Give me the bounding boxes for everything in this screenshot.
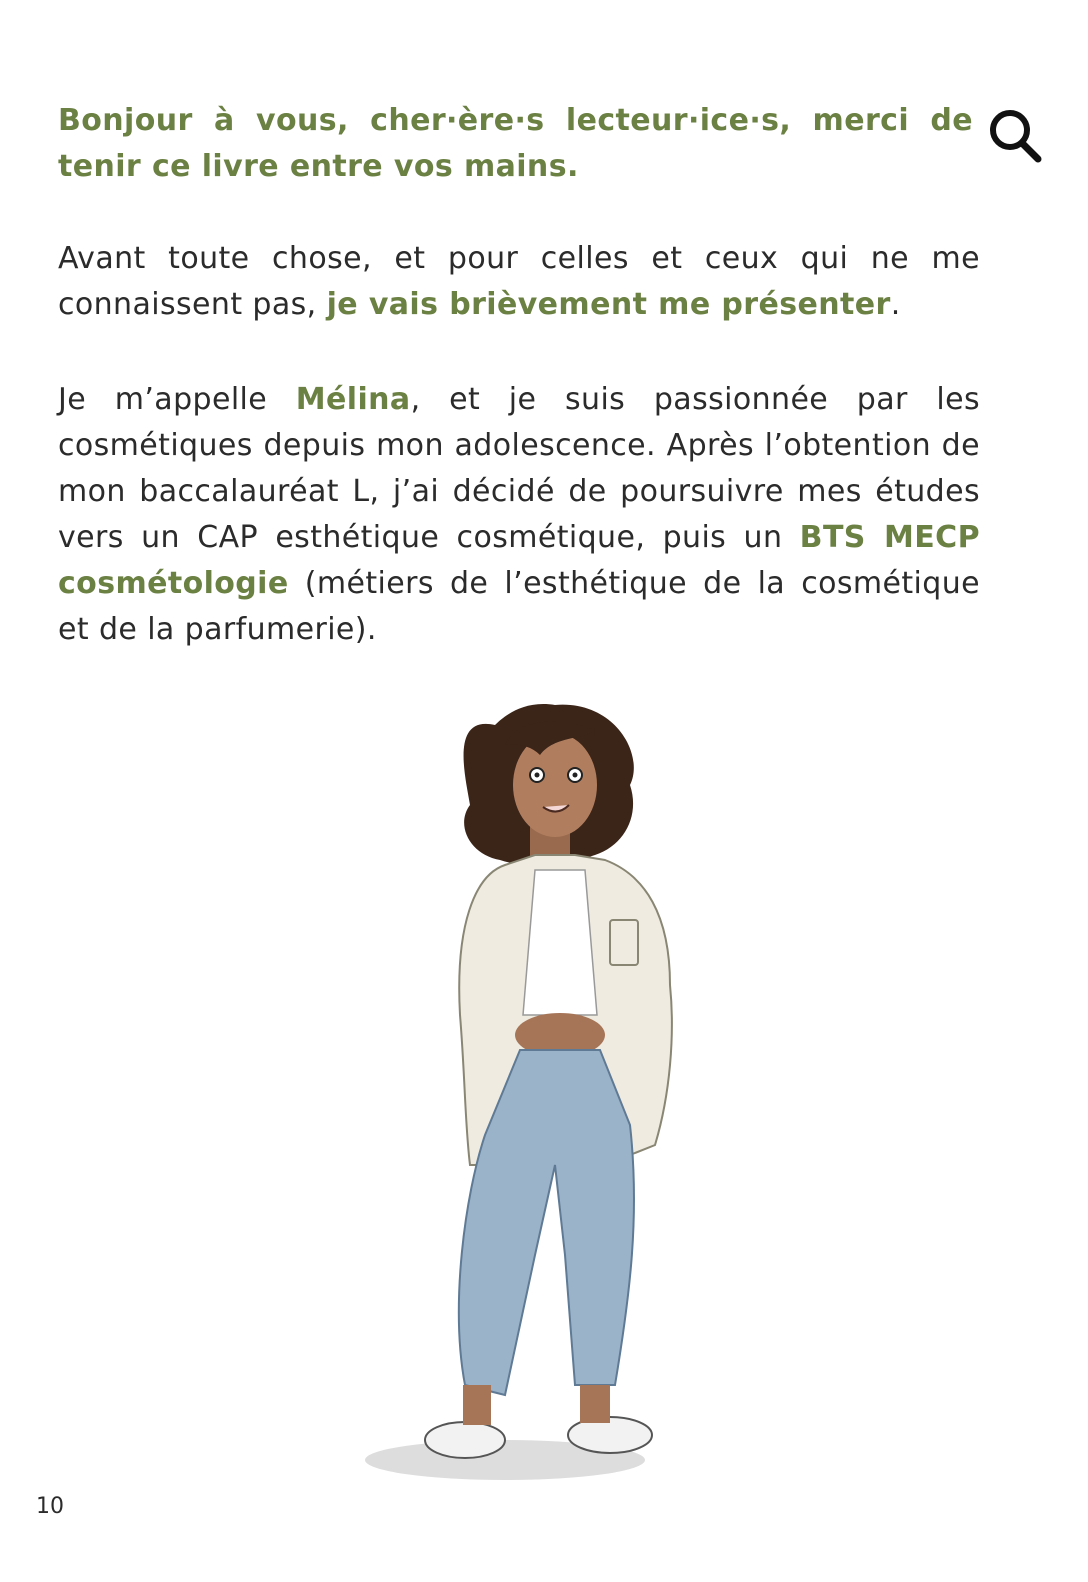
bio-paragraph — [58, 377, 980, 653]
author-illustration — [355, 695, 735, 1495]
para1-highlight: je vais brièvement me présenter — [326, 287, 891, 322]
search-button[interactable] — [982, 102, 1048, 168]
para2-text-end: (métiers de l’esthétique de la cosmétique et de la parfumerie). — [58, 566, 980, 647]
intro-paragraph — [58, 98, 973, 190]
degree-highlight: BTS MECP cosmétologie — [58, 520, 980, 601]
para2-text-start: Je m’appelle — [58, 382, 296, 417]
para1-end: . — [890, 287, 901, 322]
author-name: Mélina — [295, 382, 411, 417]
presentation-paragraph — [58, 236, 980, 328]
face — [513, 733, 597, 837]
intro-text: Bonjour à vous, cher·ère·s lecteur·ice·s, merci de tenir ce livre entre vos mains. — [58, 103, 973, 184]
page-number: 10 — [36, 1494, 64, 1519]
para1-text: Avant toute chose, et pour celles et ceux qui ne me connaissent pas, — [58, 241, 980, 322]
para2-text-middle: , et je suis passionnée par les cosmétiques depuis mon adolescence. Après l’obtention de mon baccalauréat L, j’ai décidé de poursuivre mes études vers un CAP esthétique cosmétique, puis un — [58, 382, 980, 555]
left-shoe — [425, 1422, 505, 1458]
search-icon — [982, 102, 1048, 168]
tank-top — [523, 870, 597, 1015]
